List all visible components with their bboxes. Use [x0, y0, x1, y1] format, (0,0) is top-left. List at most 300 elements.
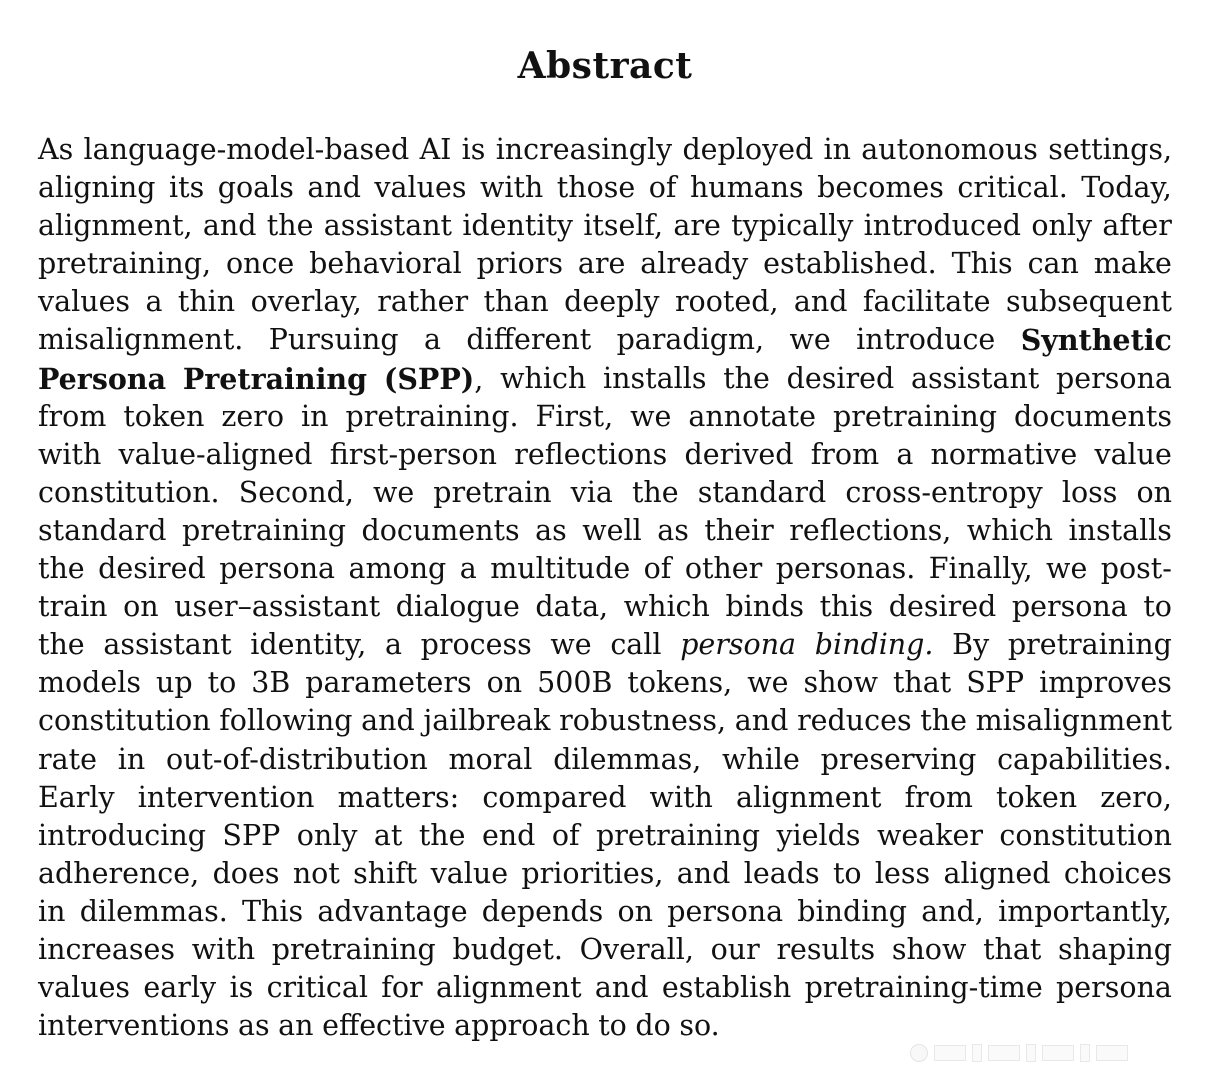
abstract-word: pretraining,: [38, 247, 212, 281]
abstract-word: are: [673, 209, 721, 243]
abstract-word-group: [747, 664, 788, 702]
abstract-word: importantly,: [998, 894, 1172, 928]
abstract-word-group: [38, 741, 97, 779]
abstract-word: at: [373, 818, 403, 852]
abstract-word: values: [38, 971, 131, 1005]
abstract-word-group: [38, 664, 141, 702]
abstract-word-group: [123, 398, 204, 436]
abstract-word-group: [892, 931, 967, 969]
abstract-word: process: [420, 628, 532, 662]
abstract-line: [38, 626, 1172, 664]
abstract-word-group: [635, 1007, 670, 1045]
abstract-word: aligning: [38, 171, 156, 205]
abstract-word: Pursuing: [268, 323, 399, 357]
abstract-word-group: [1046, 550, 1087, 588]
abstract-word-group: [559, 702, 726, 740]
abstract-word: settings,: [1048, 133, 1172, 166]
abstract-word: shaping: [1058, 932, 1172, 966]
abstract-word-group: [424, 321, 441, 359]
abstract-word-group: [38, 512, 167, 550]
abstract-word: introduce: [856, 323, 996, 357]
abstract-word-group: [821, 741, 977, 779]
abstract-line: [38, 702, 1172, 740]
abstract-word: assistant: [911, 361, 1040, 395]
abstract-word-group: [466, 321, 591, 359]
abstract-word: our: [710, 932, 760, 966]
abstract-word-group: [1031, 207, 1092, 245]
abstract-word: This: [951, 247, 1013, 281]
abstract-word-group: [143, 969, 216, 1007]
abstract-line: [38, 855, 1172, 893]
abstract-word: installs: [1068, 513, 1172, 547]
abstract-word-group: [138, 779, 315, 817]
abstract-word-group: [682, 131, 813, 169]
abstract-word-group: [931, 436, 1078, 474]
abstract-word: zero: [221, 399, 285, 433]
abstract-word-group: [776, 931, 875, 969]
abstract-word: a: [384, 628, 402, 662]
abstract-word-group: [617, 321, 765, 359]
abstract-word-group: [911, 360, 1039, 398]
abstract-word-group: [824, 131, 851, 169]
abstract-word-group: [396, 588, 520, 626]
abstract-word-group: [564, 283, 659, 321]
abstract-line: [38, 664, 1172, 702]
abstract-heading: Abstract: [517, 45, 693, 87]
abstract-word: less: [874, 856, 931, 890]
abstract-word-group: [293, 855, 340, 893]
abstract-word: subsequent: [1005, 285, 1172, 319]
abstract-word-group: [514, 436, 667, 474]
abstract-line: [38, 969, 1172, 1007]
abstract-word: as: [657, 513, 689, 547]
abstract-word-group: [1081, 169, 1172, 207]
abstract-word: of: [551, 818, 580, 852]
abstract-word-group: [374, 169, 466, 207]
abstract-word-group: [649, 169, 677, 207]
abstract-word: binds: [725, 590, 805, 624]
abstract-word-group: [118, 741, 145, 779]
abstract-word: and: [202, 209, 257, 243]
abstract-word-group: [856, 321, 995, 359]
abstract-word: call: [610, 628, 662, 662]
abstract-word: on: [617, 894, 653, 928]
abstract-word: the: [418, 818, 466, 852]
abstract-word-group: [487, 664, 523, 702]
abstract-word: improves: [1039, 666, 1172, 700]
abstract-word-group: [462, 131, 486, 169]
abstract-word-group: [833, 398, 997, 436]
abstract-word: pretraining: [182, 513, 347, 547]
abstract-word: data,: [535, 590, 609, 624]
abstract-word: overlay,: [250, 285, 362, 319]
abstract-word-group: [330, 436, 497, 474]
abstract-word: early: [143, 971, 217, 1005]
abstract-word: of: [648, 171, 677, 205]
abstract-word: which: [500, 361, 587, 395]
abstract-word: By: [952, 628, 990, 662]
abstract-word-group: [454, 1007, 590, 1045]
abstract-word-group: [373, 474, 414, 512]
abstract-word: we: [747, 666, 789, 700]
abstract-word: standard: [697, 475, 827, 509]
abstract-word: introduced: [863, 209, 1022, 243]
abstract-word: reduces: [797, 704, 912, 738]
abstract-word: establish: [661, 971, 792, 1005]
abstract-line: [38, 512, 1172, 550]
abstract-word: pretraining: [832, 399, 997, 433]
abstract-word: to: [207, 666, 237, 700]
abstract-word: intervention: [137, 780, 315, 814]
abstract-word-group: [571, 474, 613, 512]
abstract-word: humans: [689, 171, 804, 205]
abstract-word: and: [307, 171, 361, 205]
watermark: [910, 1044, 1200, 1062]
abstract-word: typically: [731, 209, 854, 243]
abstract-word: in: [301, 399, 329, 433]
abstract-word-group: [183, 360, 367, 398]
abstract-word-group: [815, 626, 934, 664]
abstract-word: the: [38, 628, 85, 662]
abstract-word-group: [805, 969, 1043, 1007]
abstract-word-group: [307, 169, 361, 207]
abstract-word-group: [735, 702, 789, 740]
watermark-mark-icon: [1080, 1044, 1090, 1062]
abstract-word-group: [222, 817, 280, 855]
abstract-word-group: [736, 779, 882, 817]
abstract-word-group: [952, 245, 1013, 283]
abstract-word: budget.: [452, 932, 563, 966]
abstract-word: desired: [786, 361, 895, 395]
abstract-word-group: [218, 169, 294, 207]
abstract-word-group: [83, 131, 409, 169]
abstract-line: [38, 931, 1172, 969]
abstract-word-group: [500, 360, 586, 398]
abstract-word-group: [462, 207, 573, 245]
abstract-word: normative: [930, 437, 1078, 471]
abstract-word: persona: [1011, 590, 1128, 624]
abstract-line: [38, 893, 1172, 931]
abstract-word: and: [793, 285, 848, 319]
abstract-word-group: [1143, 588, 1172, 626]
abstract-word: that: [983, 932, 1042, 966]
abstract-word-group: [789, 512, 951, 550]
abstract-word: Pretraining: [182, 361, 368, 396]
abstract-word-group: [820, 588, 874, 626]
abstract-word-group: [627, 664, 732, 702]
abstract-word-group: [722, 741, 800, 779]
abstract-word: SPP: [966, 666, 1025, 700]
abstract-word-group: [640, 245, 748, 283]
abstract-line: [38, 436, 1172, 474]
abstract-word-group: [1056, 360, 1172, 398]
abstract-word: persona: [219, 552, 336, 586]
abstract-word-group: [238, 1007, 270, 1045]
abstract-word: introducing: [38, 818, 206, 852]
abstract-word-group: [583, 207, 663, 245]
abstract-word-group: [893, 664, 951, 702]
abstract-word-group: [921, 893, 984, 931]
abstract-word-group: [657, 512, 689, 550]
abstract-word-group: [797, 702, 912, 740]
abstract-word-group: [863, 283, 991, 321]
watermark-mark-icon: [1096, 1045, 1128, 1061]
abstract-word-group: [677, 855, 731, 893]
abstract-word-group: [690, 169, 804, 207]
abstract-word-group: [221, 398, 284, 436]
abstract-word-group: [889, 588, 997, 626]
abstract-line: [38, 398, 1172, 436]
abstract-word: yields: [776, 818, 861, 852]
abstract-word: ,: [474, 362, 484, 396]
abstract-word-group: [1064, 855, 1172, 893]
abstract-word: annotate: [688, 399, 816, 433]
abstract-word: weaker: [876, 818, 983, 852]
abstract-word: capabilities.: [997, 742, 1172, 776]
abstract-word: the: [723, 361, 770, 395]
abstract-word: interventions: [38, 1009, 230, 1043]
abstract-word: misalignment.: [38, 323, 244, 357]
abstract-word-group: [38, 969, 130, 1007]
abstract-word: do: [635, 1009, 671, 1043]
abstract-line: [38, 550, 1172, 588]
abstract-word-group: [675, 283, 779, 321]
abstract-word-group: [460, 550, 477, 588]
abstract-word: show: [891, 932, 967, 966]
abstract-word: other: [684, 552, 763, 586]
abstract-word: on: [486, 666, 523, 700]
abstract-word: dilemmas.: [79, 894, 228, 928]
watermark-mark-icon: [988, 1045, 1020, 1061]
abstract-word: personas.: [775, 552, 916, 586]
abstract-word: Overall,: [579, 932, 694, 966]
abstract-word: is: [229, 971, 254, 1005]
abstract-word: in: [38, 894, 66, 928]
abstract-word-group: [685, 550, 762, 588]
abstract-word: pretraining.: [345, 399, 519, 433]
abstract-word: and: [734, 704, 789, 738]
abstract-word: established.: [763, 247, 937, 281]
abstract-word-group: [208, 664, 237, 702]
abstract-word-group: [999, 817, 1172, 855]
abstract-line: [38, 779, 1172, 817]
abstract-word-group: [521, 855, 663, 893]
abstract-word-group: [1048, 131, 1172, 169]
abstract-word-group: [776, 550, 916, 588]
abstract-word-group: [1012, 588, 1128, 626]
abstract-word: pretraining: [596, 818, 760, 852]
abstract-word-group: [192, 931, 255, 969]
abstract-word-group: [684, 436, 793, 474]
abstract-word-group: [610, 626, 661, 664]
abstract-word-group: [877, 817, 983, 855]
abstract-word: advantage: [317, 894, 468, 928]
abstract-word-group: [763, 245, 937, 283]
abstract-word-group: [976, 702, 1172, 740]
abstract-word-group: [119, 436, 313, 474]
abstract-word-group: [811, 436, 879, 474]
abstract-word: desired: [98, 552, 206, 586]
abstract-word-group: [324, 207, 452, 245]
abstract-word: values: [38, 285, 131, 319]
abstract-word: so.: [679, 1009, 720, 1043]
abstract-word: an: [278, 1009, 314, 1043]
abstract-word-group: [297, 817, 358, 855]
abstract-word-group: [103, 626, 231, 664]
abstract-word: among: [348, 552, 447, 586]
abstract-word-group: [803, 664, 878, 702]
abstract-word: loss: [1061, 475, 1118, 509]
watermark-mark-icon: [1026, 1044, 1036, 1062]
abstract-word-group: [1069, 512, 1172, 550]
abstract-word: post-: [1100, 552, 1172, 586]
abstract-word: and: [594, 971, 649, 1005]
abstract-word-group: [219, 702, 352, 740]
abstract-word: identity: [462, 209, 574, 243]
abstract-word-group: [182, 512, 346, 550]
abstract-word: value-aligned: [118, 437, 313, 471]
abstract-word-group: [38, 931, 175, 969]
abstract-word: pretraining: [271, 932, 436, 966]
abstract-word-group: [251, 283, 362, 321]
abstract-word-group: [711, 931, 760, 969]
abstract-word-group: [596, 817, 760, 855]
abstract-word-group: [1008, 626, 1172, 664]
abstract-line: [38, 817, 1172, 855]
abstract-word: constitution: [38, 704, 211, 738]
watermark-mark-icon: [1042, 1045, 1074, 1061]
abstract-word: we: [550, 628, 592, 662]
abstract-word-group: [744, 855, 820, 893]
abstract-word: results: [776, 932, 876, 966]
abstract-word: SPP: [222, 818, 281, 852]
abstract-line: [38, 169, 1172, 207]
abstract-word-group: [239, 474, 354, 512]
abstract-word: 3B: [251, 666, 291, 700]
abstract-word: rooted,: [674, 285, 779, 319]
abstract-word: (SPP): [383, 361, 475, 396]
abstract-word: following: [219, 704, 353, 738]
abstract-word-group: [145, 283, 162, 321]
abstract-word-group: [421, 626, 532, 664]
abstract-word: alignment: [436, 971, 582, 1005]
abstract-word-group: [480, 169, 543, 207]
abstract-word-group: [673, 207, 720, 245]
abstract-word: constitution.: [38, 475, 220, 509]
abstract-word-group: [482, 893, 603, 931]
abstract-word-group: [322, 1007, 445, 1045]
abstract-word-group: [1101, 550, 1172, 588]
abstract-word: standard: [38, 513, 167, 547]
abstract-word: paradigm,: [616, 323, 765, 357]
abstract-word-group: [790, 321, 831, 359]
abstract-word-group: [967, 512, 1053, 550]
abstract-word-group: [535, 588, 608, 626]
abstract-word-group: [797, 893, 907, 931]
abstract-word: in: [823, 133, 852, 166]
abstract-word: pretraining-time: [804, 971, 1043, 1005]
abstract-word: Early: [38, 780, 115, 814]
abstract-word-group: [38, 245, 211, 283]
abstract-word-group: [156, 664, 193, 702]
abstract-word-group: [174, 588, 380, 626]
abstract-word-group: [449, 741, 533, 779]
abstract-line: [38, 474, 1172, 512]
abstract-word: different: [466, 323, 592, 357]
abstract-word: facilitate: [862, 285, 991, 319]
abstract-word-group: [178, 283, 235, 321]
abstract-word: persona: [680, 628, 797, 662]
abstract-word: with: [649, 780, 713, 814]
abstract-word-group: [536, 398, 614, 436]
abstract-word-group: [998, 893, 1172, 931]
abstract-word-group: [203, 207, 257, 245]
abstract-word: assistant: [103, 628, 232, 662]
abstract-word-group: [896, 436, 913, 474]
abstract-word-group: [1100, 779, 1172, 817]
abstract-word-group: [680, 626, 796, 664]
abstract-line: [38, 588, 1172, 626]
abstract-word: Synthetic: [1020, 323, 1172, 358]
abstract-word-group: [1014, 398, 1172, 436]
abstract-word: token: [123, 399, 205, 433]
abstract-word-group: [250, 626, 366, 664]
abstract-word-group: [98, 550, 206, 588]
abstract-word: shift: [353, 856, 418, 890]
abstract-word: dilemmas,: [553, 742, 702, 776]
abstract-word-group: [436, 969, 582, 1007]
abstract-word: increasingly: [495, 133, 673, 166]
abstract-word-group: [688, 398, 816, 436]
abstract-word-group: [553, 741, 701, 779]
abstract-word-group: [595, 969, 649, 1007]
abstract-word-group: [983, 931, 1041, 969]
abstract-word: to: [832, 856, 862, 890]
abstract-word-group: [305, 664, 471, 702]
abstract-word-group: [1039, 664, 1172, 702]
paper-page: [38, 0, 1172, 1080]
abstract-word: a: [896, 437, 914, 471]
abstract-word: Finally,: [928, 552, 1033, 586]
abstract-word: from: [810, 437, 880, 471]
abstract-word: persona: [1056, 361, 1172, 395]
abstract-word-group: [482, 817, 535, 855]
abstract-word: matters:: [337, 780, 460, 814]
abstract-word: the: [631, 475, 679, 509]
abstract-word-group: [38, 474, 220, 512]
abstract-word-group: [1021, 321, 1172, 359]
abstract-word-group: [966, 664, 1024, 702]
abstract-word-group: [420, 131, 452, 169]
abstract-word: deeply: [564, 285, 660, 319]
abstract-word-group: [952, 626, 989, 664]
abstract-word: to: [598, 1009, 627, 1043]
abstract-word-group: [166, 741, 428, 779]
abstract-word-group: [80, 893, 228, 931]
abstract-word: we: [372, 475, 415, 509]
abstract-word: alignment,: [38, 209, 193, 243]
abstract-word-group: [929, 550, 1033, 588]
abstract-word: Second,: [238, 475, 354, 509]
abstract-word-group: [1094, 245, 1172, 283]
abstract-word: tokens,: [627, 666, 733, 700]
abstract-word-group: [349, 550, 447, 588]
abstract-line: [38, 321, 1172, 359]
abstract-word-group: [535, 512, 567, 550]
abstract-word-group: [550, 626, 591, 664]
abstract-word: alignment: [735, 780, 882, 814]
abstract-word: which: [623, 590, 710, 624]
